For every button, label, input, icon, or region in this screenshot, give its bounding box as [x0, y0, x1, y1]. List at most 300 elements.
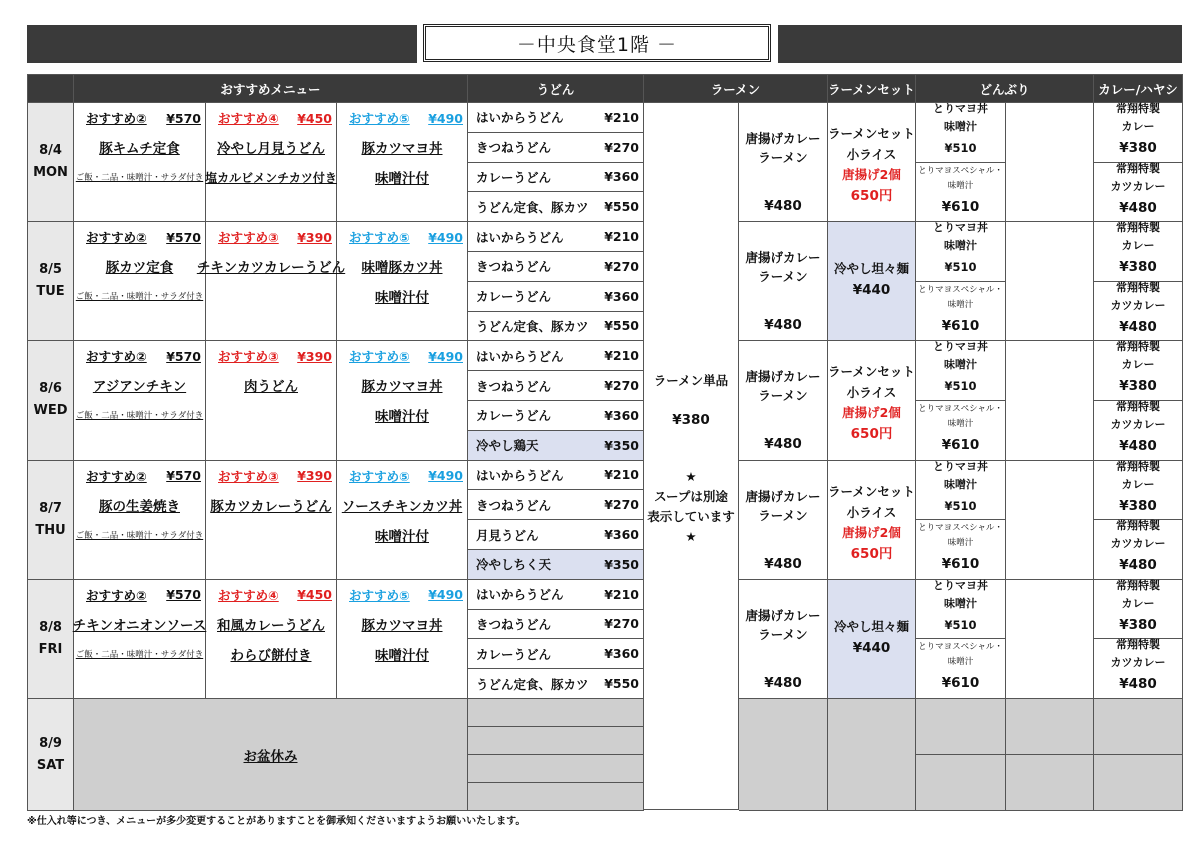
udon-name: きつねうどん [476, 497, 552, 513]
udon-price: ¥210 [604, 229, 639, 245]
recommend-name: 和風カレーうどん [217, 617, 325, 634]
recommend-label-row [337, 107, 467, 129]
recommend-label-row [206, 226, 336, 248]
header-ramen-set: ラーメンセット [828, 75, 916, 103]
date-cell [28, 341, 74, 460]
curry-b-name: 常翔特製 [1116, 638, 1160, 652]
recommend-label-row [337, 465, 467, 487]
donburi-a-price: ¥510 [944, 498, 977, 513]
donburi-empty [1006, 222, 1094, 341]
recommend-price: ¥570 [166, 110, 201, 126]
recommend-note [206, 404, 336, 426]
curry-empty [1094, 699, 1183, 755]
curry-a [1094, 461, 1183, 521]
date-cell [28, 580, 74, 699]
date-cell [28, 699, 74, 811]
donburi-b-soup: 味噌汁 [947, 299, 974, 310]
recommend-name: 豚キムチ定食 [99, 141, 180, 157]
ramen-name-1: 唐揚げカレー [745, 488, 821, 504]
holiday-label: お盆休み [243, 748, 298, 765]
donburi-empty [916, 699, 1006, 755]
udon-price: ¥270 [604, 616, 639, 632]
ramen-name-2: ラーメン [758, 507, 808, 523]
donburi-a-price: ¥510 [944, 379, 977, 394]
soup-note-1: スープは別途 [654, 489, 728, 504]
recommend-price: ¥490 [428, 587, 463, 603]
ramen-empty [739, 699, 828, 811]
curry-b-sub: カツカレー [1110, 656, 1166, 670]
recommend-note: 味噌汁付 [375, 171, 429, 187]
donburi-b-name: とりマヨスペシャル・ [918, 404, 1003, 414]
recommend-price: ¥390 [297, 348, 332, 364]
curry-b [1094, 520, 1183, 580]
curry-b [1094, 282, 1183, 342]
curry-a-name: 常翔特製 [1116, 578, 1160, 592]
day-of-week: WED [33, 403, 68, 419]
recommend-name: 豚カツマヨ丼 [361, 617, 443, 634]
udon-item[interactable] [468, 371, 644, 401]
donburi-b-name: とりマヨスペシャル・ [918, 523, 1003, 534]
recommend-price: ¥570 [166, 229, 201, 245]
recommend-price: ¥490 [428, 348, 463, 364]
recommend-price: ¥490 [428, 468, 463, 484]
recommend-note: 塩カルビメンチカツ付き [205, 170, 337, 185]
donburi-b-price: ¥610 [941, 675, 980, 692]
recommend-label: おすすめ③ [218, 468, 279, 484]
ramen-single-column [644, 103, 739, 810]
recommend-label: おすすめ④ [218, 587, 279, 603]
recommend-name: チキンオニオンソース [72, 617, 207, 634]
udon-name: カレーうどん [476, 646, 552, 662]
ramen-set-cell [828, 461, 916, 580]
recommend-cell-3 [337, 580, 468, 699]
ramen-set-cell [828, 341, 916, 460]
recommend-cell-3 [337, 103, 468, 222]
udon-item[interactable] [468, 103, 644, 133]
date: 8/5 [39, 262, 62, 278]
ramen-cell [739, 341, 828, 460]
date-cell [28, 222, 74, 341]
curry-empty [1094, 755, 1183, 811]
udon-item[interactable] [468, 461, 644, 491]
curry-b-name: 常翔特製 [1116, 161, 1160, 175]
udon-item[interactable] [468, 580, 644, 610]
ramen-price: ¥480 [764, 436, 802, 453]
udon-price: ¥550 [604, 318, 639, 334]
recommend-price: ¥450 [297, 110, 332, 126]
udon-name: はいからうどん [476, 587, 564, 603]
ramen-price: ¥480 [764, 317, 802, 334]
donburi-a-soup: 味噌汁 [944, 358, 977, 372]
recommend-label-row [74, 345, 205, 367]
donburi-empty [1006, 699, 1094, 755]
ramen-name-2: ラーメン [758, 388, 808, 404]
udon-item[interactable] [468, 282, 644, 312]
recommend-name: 味噌豚カツ丼 [361, 260, 443, 277]
udon-item[interactable] [468, 312, 644, 342]
donburi-a-price: ¥510 [944, 141, 977, 155]
curry-a-price: ¥380 [1119, 259, 1157, 276]
udon-item[interactable] [468, 252, 644, 282]
curry-b-sub: カツカレー [1110, 418, 1166, 431]
recommend-cell-2 [206, 580, 337, 699]
udon-name: きつねうどん [476, 140, 552, 156]
date-cell [28, 461, 74, 580]
udon-name: きつねうどん [476, 616, 552, 632]
recommend-label: おすすめ⑤ [349, 468, 410, 484]
ramen-single-price: ¥380 [672, 412, 710, 428]
udon-price: ¥550 [604, 676, 639, 692]
ramen-cell [739, 222, 828, 341]
udon-name: うどん定食、豚カツ [476, 199, 589, 215]
donburi-b [916, 520, 1006, 580]
curry-a-price: ¥380 [1119, 140, 1157, 156]
recommend-label-row [206, 465, 336, 487]
curry-a [1094, 341, 1183, 401]
recommend-name: 豚カツマヨ丼 [361, 379, 443, 396]
curry-a-price: ¥380 [1119, 616, 1157, 633]
recommend-label: おすすめ⑤ [349, 111, 410, 126]
recommend-price: ¥390 [297, 229, 332, 245]
recommend-label: おすすめ④ [218, 111, 279, 126]
udon-price: ¥360 [604, 527, 639, 543]
ramen-price: ¥480 [764, 674, 802, 691]
udon-item[interactable] [468, 520, 644, 550]
curry-b-price: ¥480 [1119, 676, 1157, 693]
udon-item[interactable] [468, 401, 644, 431]
udon-price: ¥210 [604, 348, 639, 364]
donburi-a [916, 461, 1006, 521]
menu-table [27, 74, 1183, 811]
donburi-empty [1006, 580, 1094, 699]
curry-a-sub: カレー [1121, 477, 1155, 491]
header-bar-right [778, 25, 1182, 63]
recommend-name: 豚カツマヨ丼 [361, 141, 443, 157]
udon-price: ¥350 [604, 556, 639, 572]
curry-a [1094, 103, 1183, 163]
donburi-a [916, 580, 1006, 640]
ramen-name-1: 唐揚げカレー [745, 131, 821, 146]
udon-price: ¥360 [604, 169, 639, 185]
udon-price: ¥270 [604, 258, 639, 274]
recommend-label: おすすめ⑤ [349, 587, 410, 603]
recommend-name: 豚の生姜焼き [99, 498, 180, 515]
recommend-label: おすすめ② [86, 587, 147, 603]
recommend-label: おすすめ② [86, 468, 147, 484]
set-line-4: 650円 [850, 426, 893, 443]
udon-name: カレーうどん [476, 169, 552, 185]
donburi-a-price: ¥510 [944, 260, 977, 275]
holiday-cell [74, 699, 468, 811]
recommend-cell-2 [206, 461, 337, 580]
udon-name: きつねうどん [476, 378, 552, 394]
udon-name: カレーうどん [476, 289, 552, 305]
donburi-b-price: ¥610 [941, 198, 980, 215]
udon-name: 月見うどん [476, 527, 539, 543]
donburi-a-name: とりマヨ丼 [933, 459, 988, 473]
recommend-note: 味噌汁付 [375, 290, 429, 307]
set-line-2: 小ライス [846, 147, 897, 162]
set-line-4: 650円 [850, 545, 893, 562]
day-of-week: FRI [38, 641, 63, 657]
donburi-a-name: とりマヨ丼 [933, 221, 988, 235]
recommend-label-row [74, 226, 205, 248]
udon-item[interactable] [468, 133, 644, 163]
udon-name: うどん定食、豚カツ [476, 318, 589, 334]
udon-price: ¥270 [604, 139, 639, 155]
footer-note: ※仕入れ等につき、メニューが多少変更することがありますことを御承知くださいますようお願いいたします。 [27, 816, 526, 827]
ramen-name-1: 唐揚げカレー [745, 607, 821, 623]
donburi-b-name: とりマヨスペシャル・ [918, 642, 1003, 653]
date: 8/4 [39, 143, 62, 159]
udon-price: ¥210 [604, 467, 639, 483]
header-curry: カレー/ハヤシ [1094, 75, 1183, 103]
recommend-cell-1 [74, 341, 206, 460]
ramen-cell [739, 103, 828, 222]
recommend-price: ¥570 [166, 468, 201, 484]
curry-b-price: ¥480 [1119, 438, 1157, 454]
set-line-2: 小ライス [846, 385, 897, 401]
curry-b-price: ¥480 [1119, 199, 1157, 216]
donburi-a-price: ¥510 [944, 617, 977, 632]
donburi-b [916, 163, 1006, 223]
curry-b-name: 常翔特製 [1116, 519, 1160, 533]
donburi-b-soup: 味噌汁 [947, 180, 974, 191]
curry-a-name: 常翔特製 [1116, 340, 1160, 354]
recommend-price: ¥490 [428, 110, 463, 126]
donburi-b [916, 282, 1006, 342]
header-bar-left [27, 25, 417, 63]
donburi-b-name: とりマヨスペシャル・ [918, 284, 1003, 295]
donburi-b-name: とりマヨスペシャル・ [918, 165, 1003, 176]
udon-item[interactable] [468, 341, 644, 371]
recommend-label-row [74, 584, 205, 606]
recommend-label: おすすめ③ [218, 349, 279, 365]
donburi-a-name: とりマヨ丼 [933, 102, 988, 115]
donburi-a-soup: 味噌汁 [944, 120, 977, 133]
udon-name: はいからうどん [476, 348, 564, 364]
udon-price: ¥270 [604, 378, 639, 394]
udon-name: うどん定食、豚カツ [476, 676, 589, 692]
set-line-2: ¥440 [852, 282, 891, 299]
udon-item[interactable] [468, 669, 644, 699]
udon-item[interactable] [468, 192, 644, 222]
ramen-single-name: ラーメン単品 [653, 373, 729, 388]
udon-price: ¥360 [604, 407, 639, 423]
ramen-price: ¥480 [764, 198, 802, 214]
recommend-cell-2 [206, 103, 337, 222]
curry-b-sub: カツカレー [1110, 298, 1166, 312]
donburi-a-name: とりマヨ丼 [933, 340, 988, 354]
set-line-1: 冷やし坦々麺 [833, 261, 909, 277]
date: 8/7 [39, 500, 62, 516]
curry-b [1094, 401, 1183, 461]
recommend-note: ご飯・二品・味噌汁・サラダ付き [75, 173, 204, 183]
day-of-week: MON [33, 165, 68, 181]
set-line-2: 小ライス [846, 504, 897, 520]
ramen-name-2: ラーメン [758, 269, 808, 285]
recommend-name: 豚カツカレーうどん [210, 498, 332, 515]
udon-price: ¥270 [604, 497, 639, 513]
udon-name: カレーうどん [476, 408, 552, 424]
recommend-name: チキンカツカレーうどん [196, 260, 346, 277]
udon-item[interactable] [468, 431, 644, 461]
header-recommend: おすすめメニュー [74, 75, 468, 103]
udon-price: ¥350 [604, 437, 639, 453]
donburi-empty [1006, 461, 1094, 580]
recommend-price: ¥450 [297, 587, 332, 603]
date: 8/8 [39, 619, 62, 635]
recommend-label-row [206, 107, 336, 129]
header-ramen: ラーメン [644, 75, 828, 103]
ramen-cell [739, 461, 828, 580]
udon-item[interactable] [468, 163, 644, 193]
set-line-1: ラーメンセット [828, 364, 915, 380]
day-of-week: THU [35, 522, 66, 538]
recommend-cell-3 [337, 222, 468, 341]
recommend-name: 冷やし月見うどん [217, 141, 325, 157]
donburi-b [916, 639, 1006, 699]
recommend-label: おすすめ② [86, 111, 147, 126]
recommend-name: 肉うどん [244, 379, 298, 396]
curry-a-name: 常翔特製 [1116, 102, 1160, 115]
date: 8/6 [39, 381, 62, 397]
donburi-empty [1006, 755, 1094, 811]
udon-item[interactable] [468, 639, 644, 669]
udon-name: はいからうどん [476, 110, 564, 126]
recommend-cell-1 [74, 222, 206, 341]
recommend-note: 味噌汁付 [375, 647, 429, 664]
set-line-1: ラーメンセット [828, 483, 915, 499]
curry-a-price: ¥380 [1119, 378, 1157, 395]
udon-empty [468, 699, 644, 727]
donburi-b-soup: 味噌汁 [947, 657, 974, 668]
header-donburi: どんぶり [916, 75, 1094, 103]
curry-a-sub: カレー [1121, 596, 1155, 610]
recommend-cell-3 [337, 461, 468, 580]
udon-name: はいからうどん [476, 229, 564, 245]
curry-a-price: ¥380 [1119, 497, 1157, 514]
set-line-1: 冷やし坦々麺 [833, 618, 909, 634]
donburi-b-price: ¥610 [941, 437, 980, 453]
curry-a-sub: カレー [1121, 239, 1155, 253]
ramen-name-2: ラーメン [758, 150, 808, 165]
donburi-b-soup: 味噌汁 [947, 538, 974, 549]
recommend-label-row [337, 584, 467, 606]
curry-b [1094, 639, 1183, 699]
udon-name: 冷やしちく天 [476, 557, 552, 573]
donburi-a-soup: 味噌汁 [944, 239, 977, 253]
recommend-label-row [74, 107, 205, 129]
set-line-4: 650円 [850, 188, 893, 204]
curry-a [1094, 222, 1183, 282]
recommend-name: ソースチキンカツ丼 [341, 498, 463, 515]
recommend-note: わらび餅付き [230, 647, 312, 664]
recommend-note: ご飯・二品・味噌汁・サラダ付き [75, 649, 204, 660]
donburi-b-price: ¥610 [941, 317, 980, 334]
curry-b-sub: カツカレー [1110, 537, 1166, 551]
curry-b-price: ¥480 [1119, 557, 1157, 574]
donburi-empty [1006, 103, 1094, 222]
curry-b-sub: カツカレー [1110, 179, 1166, 193]
donburi-empty [1006, 341, 1094, 460]
recommend-note: ご飯・二品・味噌汁・サラダ付き [75, 411, 204, 422]
ramen-price: ¥480 [764, 555, 802, 572]
recommend-label-row [337, 345, 467, 367]
udon-empty [468, 783, 644, 811]
ramen-name-1: 唐揚げカレー [745, 369, 821, 385]
recommend-price: ¥570 [166, 587, 201, 603]
donburi-a-name: とりマヨ丼 [933, 578, 988, 592]
recommend-label-row [206, 584, 336, 606]
donburi-a [916, 222, 1006, 282]
curry-b-price: ¥480 [1119, 318, 1157, 335]
curry-a-sub: カレー [1121, 120, 1155, 133]
recommend-price: ¥570 [166, 348, 201, 364]
recommend-label-row [337, 226, 467, 248]
recommend-label: おすすめ② [86, 230, 147, 246]
donburi-a-soup: 味噌汁 [944, 477, 977, 491]
udon-item[interactable] [468, 222, 644, 252]
recommend-note [206, 524, 336, 546]
page-title: －中央食堂1階 － [423, 24, 771, 62]
donburi-a [916, 103, 1006, 163]
udon-item[interactable] [468, 490, 644, 520]
header-blank [28, 75, 74, 103]
curry-a-name: 常翔特製 [1116, 459, 1160, 473]
udon-price: ¥210 [604, 586, 639, 602]
recommend-note: ご飯・二品・味噌汁・サラダ付き [75, 292, 204, 303]
recommend-label: おすすめ③ [218, 230, 279, 246]
udon-empty [468, 755, 644, 783]
recommend-note: ご飯・二品・味噌汁・サラダ付き [75, 530, 204, 541]
recommend-cell-1 [74, 461, 206, 580]
date: 8/9 [39, 735, 62, 751]
day-of-week: SAT [36, 757, 65, 773]
recommend-label: おすすめ⑤ [349, 349, 410, 365]
set-line-3: 唐揚げ2個 [842, 524, 901, 540]
curry-b [1094, 163, 1183, 223]
donburi-a-soup: 味噌汁 [944, 596, 977, 610]
udon-price: ¥360 [604, 646, 639, 662]
udon-item[interactable] [468, 610, 644, 640]
recommend-cell-2 [196, 222, 346, 341]
udon-price: ¥210 [604, 109, 639, 125]
set-empty [828, 699, 916, 811]
recommend-price: ¥490 [428, 229, 463, 245]
recommend-price: ¥390 [297, 468, 332, 484]
ramen-set-cell [828, 580, 916, 699]
udon-item[interactable] [468, 550, 644, 580]
udon-empty [468, 727, 644, 755]
date-cell [28, 103, 74, 222]
donburi-a [916, 341, 1006, 401]
udon-name: 冷やし鶏天 [476, 438, 539, 454]
ramen-set-cell [828, 222, 916, 341]
recommend-label: おすすめ⑤ [349, 230, 410, 246]
recommend-cell-1 [74, 103, 206, 222]
recommend-cell-2 [206, 341, 337, 460]
day-of-week: TUE [36, 284, 65, 300]
udon-name: はいからうどん [476, 467, 564, 483]
recommend-label: おすすめ② [86, 349, 147, 365]
recommend-label-row [206, 345, 336, 367]
curry-a [1094, 580, 1183, 640]
donburi-b-price: ¥610 [941, 556, 980, 573]
curry-a-sub: カレー [1121, 358, 1155, 372]
ramen-cell [739, 580, 828, 699]
recommend-name: アジアンチキン [92, 379, 187, 396]
